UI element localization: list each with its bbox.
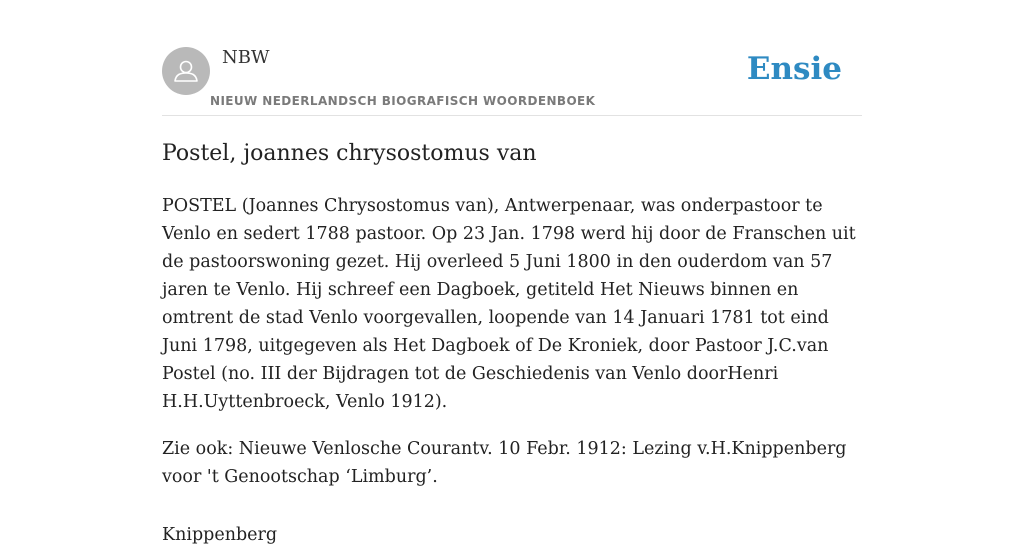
article-paragraph: Zie ook: Nieuwe Venlosche Courantv. 10 Febr. 1912: Lezing v.H.Knippenberg voor 't Genootschap ‘Limburg’. bbox=[162, 439, 847, 487]
article-body bbox=[162, 192, 862, 549]
article-author: Knippenberg bbox=[162, 525, 278, 545]
source-name-link[interactable]: NBW bbox=[222, 47, 270, 68]
user-icon[interactable] bbox=[162, 47, 210, 95]
article-paragraph: POSTEL (Joannes Chrysostomus van), Antwerpenaar, was onderpastoor te Venlo en sedert 1788 pastoor. Op 23 Jan. 1798 werd hij door de Franschen uit de pastoorswoning gezet. Hij overleed 5 Juni 1800 in den ouderdom van 57 jaren te Venlo. Hij schreef een Dagboek, getiteld Het Nieuws binnen en omtrent de stad Venlo voorgevallen, loopende van 14 Januari 1781 tot eind Juni 1798, uitgegeven als Het Dagboek of De Kroniek, door Pastoor J.C.van Postel (no. III der Bijdragen tot de Geschiedenis van Venlo doorHenri H.H.Uyttenbroeck, Venlo 1912). bbox=[162, 196, 856, 412]
ensie-logo-link[interactable]: Ensie bbox=[746, 51, 842, 87]
source-header bbox=[162, 47, 862, 116]
page-title: Postel, joannes chrysostomus van bbox=[162, 141, 537, 166]
source-full-name: NIEUW NEDERLANDSCH BIOGRAFISCH WOORDENBOEK bbox=[210, 94, 596, 108]
